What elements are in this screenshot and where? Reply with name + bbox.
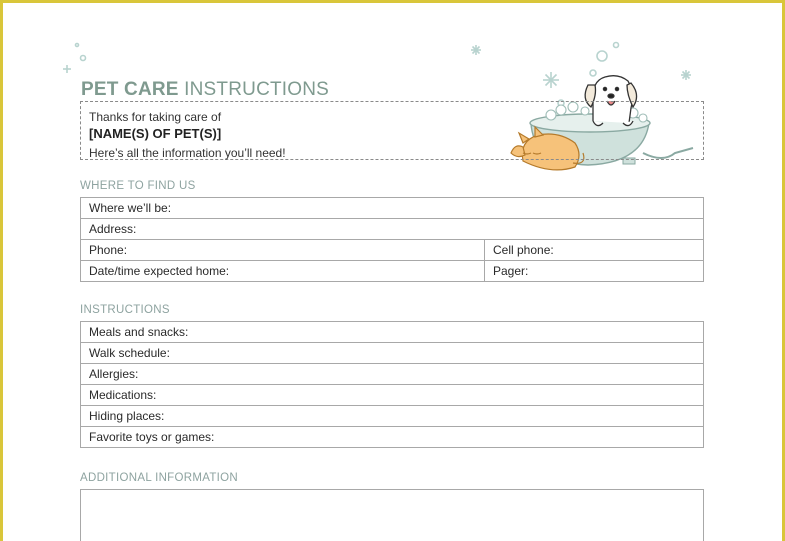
cell-phone-field[interactable]: Cell phone: [485, 240, 704, 261]
table-row [81, 343, 704, 364]
meals-and-snacks-field[interactable]: Meals and snacks: [81, 322, 704, 343]
allergies-field[interactable]: Allergies: [81, 364, 704, 385]
where-to-find-us-heading: WHERE TO FIND US [80, 180, 196, 192]
page-title [81, 79, 329, 101]
table-row [81, 385, 704, 406]
favorite-toys-field[interactable]: Favorite toys or games: [81, 427, 704, 448]
table-row [81, 406, 704, 427]
additional-information-field[interactable] [80, 489, 704, 541]
intro-box [80, 101, 704, 160]
title-light: INSTRUCTIONS [184, 79, 330, 100]
table-row [81, 261, 704, 282]
table-row [81, 427, 704, 448]
table-row [81, 198, 704, 219]
intro-info-text: Here’s all the information you’ll need! [89, 146, 286, 160]
instructions-heading: INSTRUCTIONS [80, 304, 170, 316]
table-row [81, 219, 704, 240]
address-field[interactable]: Address: [81, 219, 704, 240]
pet-care-document [3, 3, 782, 541]
pager-field[interactable]: Pager: [485, 261, 704, 282]
pet-names-field[interactable]: [NAME(S) OF PET(S)] [89, 126, 222, 141]
table-row [81, 322, 704, 343]
title-bold: PET CARE [81, 79, 179, 100]
where-to-find-us-table [80, 197, 704, 282]
medications-field[interactable]: Medications: [81, 385, 704, 406]
phone-field[interactable]: Phone: [81, 240, 485, 261]
intro-thanks-text: Thanks for taking care of [89, 110, 222, 124]
table-row [81, 240, 704, 261]
walk-schedule-field[interactable]: Walk schedule: [81, 343, 704, 364]
additional-information-heading: ADDITIONAL INFORMATION [80, 472, 239, 484]
table-row [81, 364, 704, 385]
date-time-home-field[interactable]: Date/time expected home: [81, 261, 485, 282]
where-well-be-field[interactable]: Where we’ll be: [81, 198, 704, 219]
instructions-table [80, 321, 704, 448]
hiding-places-field[interactable]: Hiding places: [81, 406, 704, 427]
